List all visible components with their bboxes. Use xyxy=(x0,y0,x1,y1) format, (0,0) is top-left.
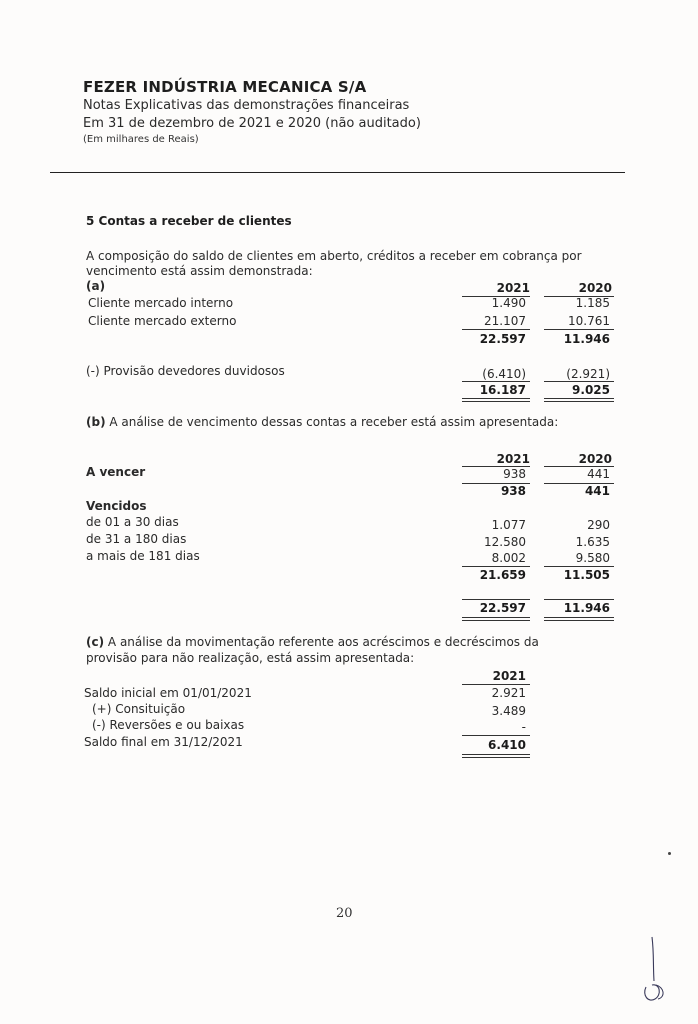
table-row-label: Saldo final em 31/12/2021 xyxy=(84,735,243,749)
table-a-subtotal-2020: 11.946 xyxy=(563,332,610,346)
rule xyxy=(544,381,614,382)
table-cell: (6.410) xyxy=(482,367,526,381)
header-divider xyxy=(50,172,625,173)
rule xyxy=(544,329,614,330)
table-b-intro-text: A análise de vencimento dessas contas a receber está assim apresentada: xyxy=(109,415,559,429)
table-cell: 441 xyxy=(587,467,610,481)
table-b-marker: (b) xyxy=(86,415,106,429)
scan-speck xyxy=(668,852,671,855)
table-b-year-2021: 2021 xyxy=(496,452,530,466)
report-date: Em 31 de dezembro de 2021 e 2020 (não auditado) xyxy=(83,116,421,131)
currency-units: (Em milhares de Reais) xyxy=(83,134,199,145)
table-cell: 1.490 xyxy=(491,296,526,310)
table-cell: 9.580 xyxy=(575,551,610,565)
table-b-intro xyxy=(86,415,558,429)
table-c-intro-1 xyxy=(86,634,539,650)
rule xyxy=(544,599,614,600)
table-row-label: Cliente mercado interno xyxy=(88,296,234,310)
table-c-marker: (c) xyxy=(86,635,105,649)
table-b-avencer-sub-2020: 441 xyxy=(584,484,610,498)
company-name: FEZER INDÚSTRIA MECANICA S/A xyxy=(83,78,367,96)
table-b-vencidos-sub-2020: 11.505 xyxy=(563,568,610,582)
double-rule xyxy=(462,754,530,758)
table-b-total-2020: 11.946 xyxy=(563,601,610,615)
table-row-label: Cliente mercado externo xyxy=(88,314,237,328)
double-rule xyxy=(544,617,614,621)
table-cell: 290 xyxy=(587,518,610,532)
table-a-marker: (a) xyxy=(86,279,106,293)
table-row-label: A vencer xyxy=(86,465,146,479)
table-b-year-2020: 2020 xyxy=(578,452,612,466)
table-cell: 938 xyxy=(503,467,526,481)
table-row-label: de 31 a 180 dias xyxy=(86,532,187,546)
table-c-year: 2021 xyxy=(492,669,526,683)
table-cell: 10.761 xyxy=(568,314,610,328)
table-cell: 1.185 xyxy=(575,296,610,310)
table-a-total-2020: 9.025 xyxy=(572,383,610,397)
table-row-label: Saldo inicial em 01/01/2021 xyxy=(84,686,252,700)
table-cell: - xyxy=(521,720,526,734)
rule xyxy=(462,599,530,600)
rule xyxy=(544,566,614,567)
double-rule xyxy=(544,398,614,402)
signature-mark xyxy=(640,935,680,1005)
table-b-vencidos-sub-2021: 21.659 xyxy=(479,568,526,582)
table-a-year-2020: 2020 xyxy=(578,281,612,295)
table-c-final-value: 6.410 xyxy=(488,738,526,752)
table-a-total-2021: 16.187 xyxy=(479,383,526,397)
vencidos-label: Vencidos xyxy=(86,499,147,513)
table-cell: 2.921 xyxy=(491,686,526,700)
table-a-subtotal-2021: 22.597 xyxy=(479,332,526,346)
rule xyxy=(462,684,530,685)
table-cell: 3.489 xyxy=(491,704,526,718)
table-c-intro-text: A análise da movimentação referente aos acréscimos e decréscimos da xyxy=(107,635,539,649)
rule xyxy=(462,566,530,567)
table-row-label: a mais de 181 dias xyxy=(86,549,200,563)
table-cell: 1.077 xyxy=(491,518,526,532)
table-row-label: (+) Consituição xyxy=(92,702,186,716)
table-cell: 8.002 xyxy=(491,551,526,565)
intro-line-2: vencimento está assim demonstrada: xyxy=(86,264,313,278)
table-a-year-2021: 2021 xyxy=(496,281,530,295)
table-b-avencer-sub-2021: 938 xyxy=(500,484,526,498)
table-row-label: de 01 a 30 dias xyxy=(86,515,179,529)
table-c-intro-2: provisão para não realização, está assim apresentada: xyxy=(86,651,415,665)
table-b-total-2021: 22.597 xyxy=(479,601,526,615)
table-cell: 12.580 xyxy=(484,535,526,549)
double-rule xyxy=(462,398,530,402)
table-cell: (2.921) xyxy=(566,367,610,381)
rule xyxy=(462,735,530,736)
table-row-label: (-) Reversões e ou baixas xyxy=(92,718,245,732)
table-row-label: (-) Provisão devedores duvidosos xyxy=(86,364,285,378)
intro-line-1: A composição do saldo de clientes em aberto, créditos a receber em cobrança por xyxy=(86,249,582,263)
report-subtitle: Notas Explicativas das demonstrações financeiras xyxy=(83,98,410,113)
table-cell: 1.635 xyxy=(575,535,610,549)
table-cell: 21.107 xyxy=(484,314,526,328)
section-title: 5 Contas a receber de clientes xyxy=(86,214,292,228)
rule xyxy=(462,381,530,382)
page-number: 20 xyxy=(336,906,353,921)
rule xyxy=(462,329,530,330)
double-rule xyxy=(462,617,530,621)
